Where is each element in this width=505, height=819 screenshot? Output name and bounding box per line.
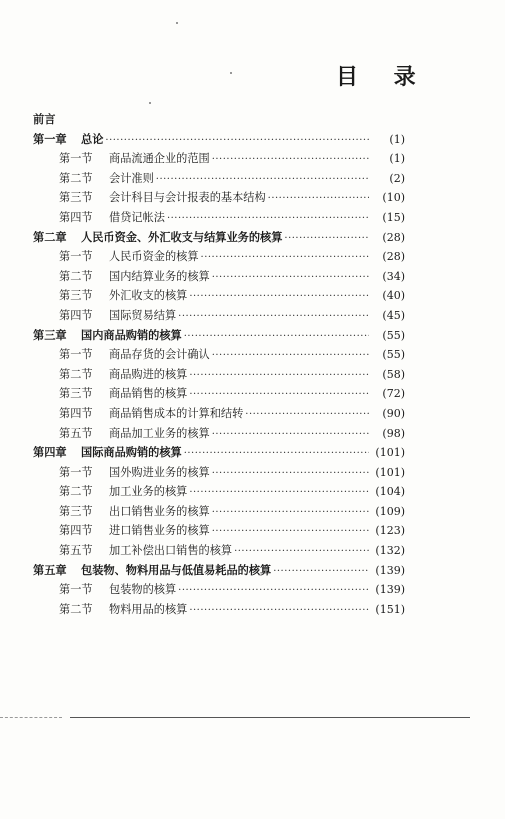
dot-leader bbox=[284, 233, 369, 244]
toc-section-title: 借贷记帐法 bbox=[109, 210, 165, 224]
toc-section-title: 会计科目与会计报表的基本结构 bbox=[109, 191, 266, 205]
toc-chapter[interactable] bbox=[33, 229, 405, 249]
scan-speck bbox=[176, 22, 178, 24]
toc-section-page: (104) bbox=[375, 485, 405, 499]
toc-chapter-label: 第三章 bbox=[33, 328, 67, 342]
toc-chapter-label: 第一章 bbox=[33, 132, 67, 146]
toc-section-title: 国际贸易结算 bbox=[109, 308, 177, 322]
scan-speck bbox=[230, 72, 232, 74]
toc-section-page: (34) bbox=[382, 269, 405, 283]
toc-section-title: 商品存货的会计确认 bbox=[109, 348, 210, 362]
toc-chapter-page: (139) bbox=[375, 563, 405, 577]
toc-section-title: 加工补偿出口销售的核算 bbox=[109, 544, 233, 558]
toc-section[interactable] bbox=[33, 542, 405, 562]
toc-section-label: 第一节 bbox=[59, 583, 93, 597]
toc-section-page: (132) bbox=[375, 544, 405, 558]
toc-chapter-title: 国际商品购销的核算 bbox=[81, 446, 182, 460]
toc-section-title: 人民币资金的核算 bbox=[109, 250, 199, 264]
toc-section-label: 第一节 bbox=[59, 348, 93, 362]
toc-section[interactable] bbox=[33, 346, 405, 366]
toc-chapter-title: 总论 bbox=[81, 132, 104, 146]
dot-leader bbox=[189, 389, 369, 400]
footer-rule-left bbox=[0, 717, 62, 718]
toc-section-page: (101) bbox=[375, 465, 405, 479]
toc-section-page: (139) bbox=[375, 583, 405, 597]
toc-section-title: 外汇收支的核算 bbox=[109, 289, 188, 303]
toc-section-page: (98) bbox=[382, 426, 405, 440]
toc-section-label: 第二节 bbox=[59, 602, 93, 616]
toc-section[interactable] bbox=[33, 483, 405, 503]
toc-section-label: 第二节 bbox=[59, 367, 93, 381]
page-title: 目 录 bbox=[336, 65, 430, 90]
toc-section[interactable] bbox=[33, 366, 405, 386]
toc-section-title: 加工业务的核算 bbox=[109, 485, 188, 499]
dot-leader bbox=[189, 370, 369, 381]
toc-section-title: 国外购进业务的核算 bbox=[109, 465, 210, 479]
dot-leader bbox=[156, 174, 369, 185]
toc-section[interactable] bbox=[33, 601, 405, 621]
dot-leader bbox=[212, 350, 369, 361]
toc-section-label: 第一节 bbox=[59, 152, 93, 166]
dot-leader bbox=[212, 272, 369, 283]
toc-section-title: 商品加工业务的核算 bbox=[109, 426, 210, 440]
toc-chapter[interactable] bbox=[33, 327, 405, 347]
scan-speck bbox=[149, 102, 151, 104]
toc-section[interactable] bbox=[33, 503, 405, 523]
toc-section-title: 商品销售成本的计算和结转 bbox=[109, 406, 244, 420]
toc-section[interactable] bbox=[33, 287, 405, 307]
toc-chapter[interactable] bbox=[33, 562, 405, 582]
toc-section-label: 第三节 bbox=[59, 289, 93, 303]
toc-section-page: (123) bbox=[375, 524, 405, 538]
toc-section[interactable] bbox=[33, 385, 405, 405]
toc-section-page: (109) bbox=[375, 504, 405, 518]
toc-section-title: 物料用品的核算 bbox=[109, 602, 188, 616]
toc-section-title: 商品流通企业的范围 bbox=[109, 152, 210, 166]
toc-section-page: (72) bbox=[382, 387, 405, 401]
toc-section-page: (2) bbox=[389, 171, 405, 185]
toc-section-page: (58) bbox=[382, 367, 405, 381]
toc-section-page: (1) bbox=[389, 152, 405, 166]
toc-chapter-page: (101) bbox=[375, 446, 405, 460]
toc-section-label: 第三节 bbox=[59, 387, 93, 401]
toc-section-label: 第四节 bbox=[59, 210, 93, 224]
toc-section-label: 第三节 bbox=[59, 504, 93, 518]
toc-section-label: 第四节 bbox=[59, 406, 93, 420]
toc-section-page: (15) bbox=[382, 210, 405, 224]
toc-chapter[interactable] bbox=[33, 131, 405, 151]
dot-leader bbox=[105, 135, 369, 146]
dot-leader bbox=[184, 331, 369, 342]
toc-section-page: (151) bbox=[375, 602, 405, 616]
dot-leader bbox=[178, 311, 369, 322]
dot-leader bbox=[234, 546, 369, 557]
toc-section-title: 商品销售的核算 bbox=[109, 387, 188, 401]
toc-chapter-title: 国内商品购销的核算 bbox=[81, 328, 182, 342]
toc-chapter-label: 第四章 bbox=[33, 446, 67, 460]
dot-leader bbox=[212, 154, 369, 165]
toc-section-label: 第四节 bbox=[59, 524, 93, 538]
toc-section[interactable] bbox=[33, 307, 405, 327]
toc-section-title: 国内结算业务的核算 bbox=[109, 269, 210, 283]
toc-section-page: (45) bbox=[382, 308, 405, 322]
toc-section-label: 第五节 bbox=[59, 544, 93, 558]
toc-chapter-page: (28) bbox=[382, 230, 405, 244]
dot-leader bbox=[189, 487, 369, 498]
toc-section-title: 出口销售业务的核算 bbox=[109, 504, 210, 518]
toc-section-label: 第一节 bbox=[59, 465, 93, 479]
toc-section[interactable] bbox=[33, 150, 405, 170]
dot-leader bbox=[212, 429, 369, 440]
toc-chapter-label: 第二章 bbox=[33, 230, 67, 244]
dot-leader bbox=[201, 252, 369, 263]
toc-chapter-page: (1) bbox=[389, 132, 405, 146]
toc-section[interactable] bbox=[33, 189, 405, 209]
dot-leader bbox=[273, 566, 369, 577]
footer-rule bbox=[70, 717, 470, 718]
toc-chapter-title: 人民币资金、外汇收支与结算业务的核算 bbox=[81, 230, 283, 244]
toc-section[interactable] bbox=[33, 170, 405, 190]
dot-leader bbox=[212, 468, 369, 479]
dot-leader bbox=[184, 448, 369, 459]
toc-section-label: 第二节 bbox=[59, 269, 93, 283]
toc-section[interactable] bbox=[33, 522, 405, 542]
dot-leader bbox=[245, 409, 369, 420]
toc-section[interactable] bbox=[33, 248, 405, 268]
toc-preface[interactable] bbox=[33, 111, 405, 131]
toc-section-label: 第三节 bbox=[59, 191, 93, 205]
table-of-contents bbox=[33, 111, 405, 620]
dot-leader bbox=[212, 507, 369, 518]
toc-section[interactable] bbox=[33, 209, 405, 229]
toc-section[interactable] bbox=[33, 405, 405, 425]
toc-section-label: 第二节 bbox=[59, 171, 93, 185]
dot-leader bbox=[178, 585, 369, 596]
dot-leader bbox=[167, 213, 369, 224]
toc-section-page: (10) bbox=[382, 191, 405, 205]
toc-section-title: 进口销售业务的核算 bbox=[109, 524, 210, 538]
toc-section-title: 包装物的核算 bbox=[109, 583, 177, 597]
dot-leader bbox=[212, 526, 369, 537]
toc-section-page: (55) bbox=[382, 348, 405, 362]
toc-section[interactable] bbox=[33, 268, 405, 288]
toc-preface-label: 前言 bbox=[33, 113, 56, 126]
toc-chapter-page: (55) bbox=[382, 328, 405, 342]
dot-leader bbox=[189, 291, 369, 302]
toc-section-label: 第四节 bbox=[59, 308, 93, 322]
toc-section-page: (40) bbox=[382, 289, 405, 303]
toc-section-label: 第一节 bbox=[59, 250, 93, 264]
toc-section[interactable] bbox=[33, 464, 405, 484]
toc-section-title: 会计准则 bbox=[109, 171, 154, 185]
toc-section-label: 第二节 bbox=[59, 485, 93, 499]
toc-section[interactable] bbox=[33, 581, 405, 601]
toc-chapter[interactable] bbox=[33, 444, 405, 464]
toc-section-page: (28) bbox=[382, 250, 405, 264]
toc-section-title: 商品购进的核算 bbox=[109, 367, 188, 381]
dot-leader bbox=[268, 193, 369, 204]
toc-chapter-label: 第五章 bbox=[33, 563, 67, 577]
toc-chapter-title: 包装物、物料用品与低值易耗品的核算 bbox=[81, 563, 272, 577]
toc-section-label: 第五节 bbox=[59, 426, 93, 440]
toc-section-page: (90) bbox=[382, 406, 405, 420]
dot-leader bbox=[189, 605, 369, 616]
toc-section[interactable] bbox=[33, 425, 405, 445]
